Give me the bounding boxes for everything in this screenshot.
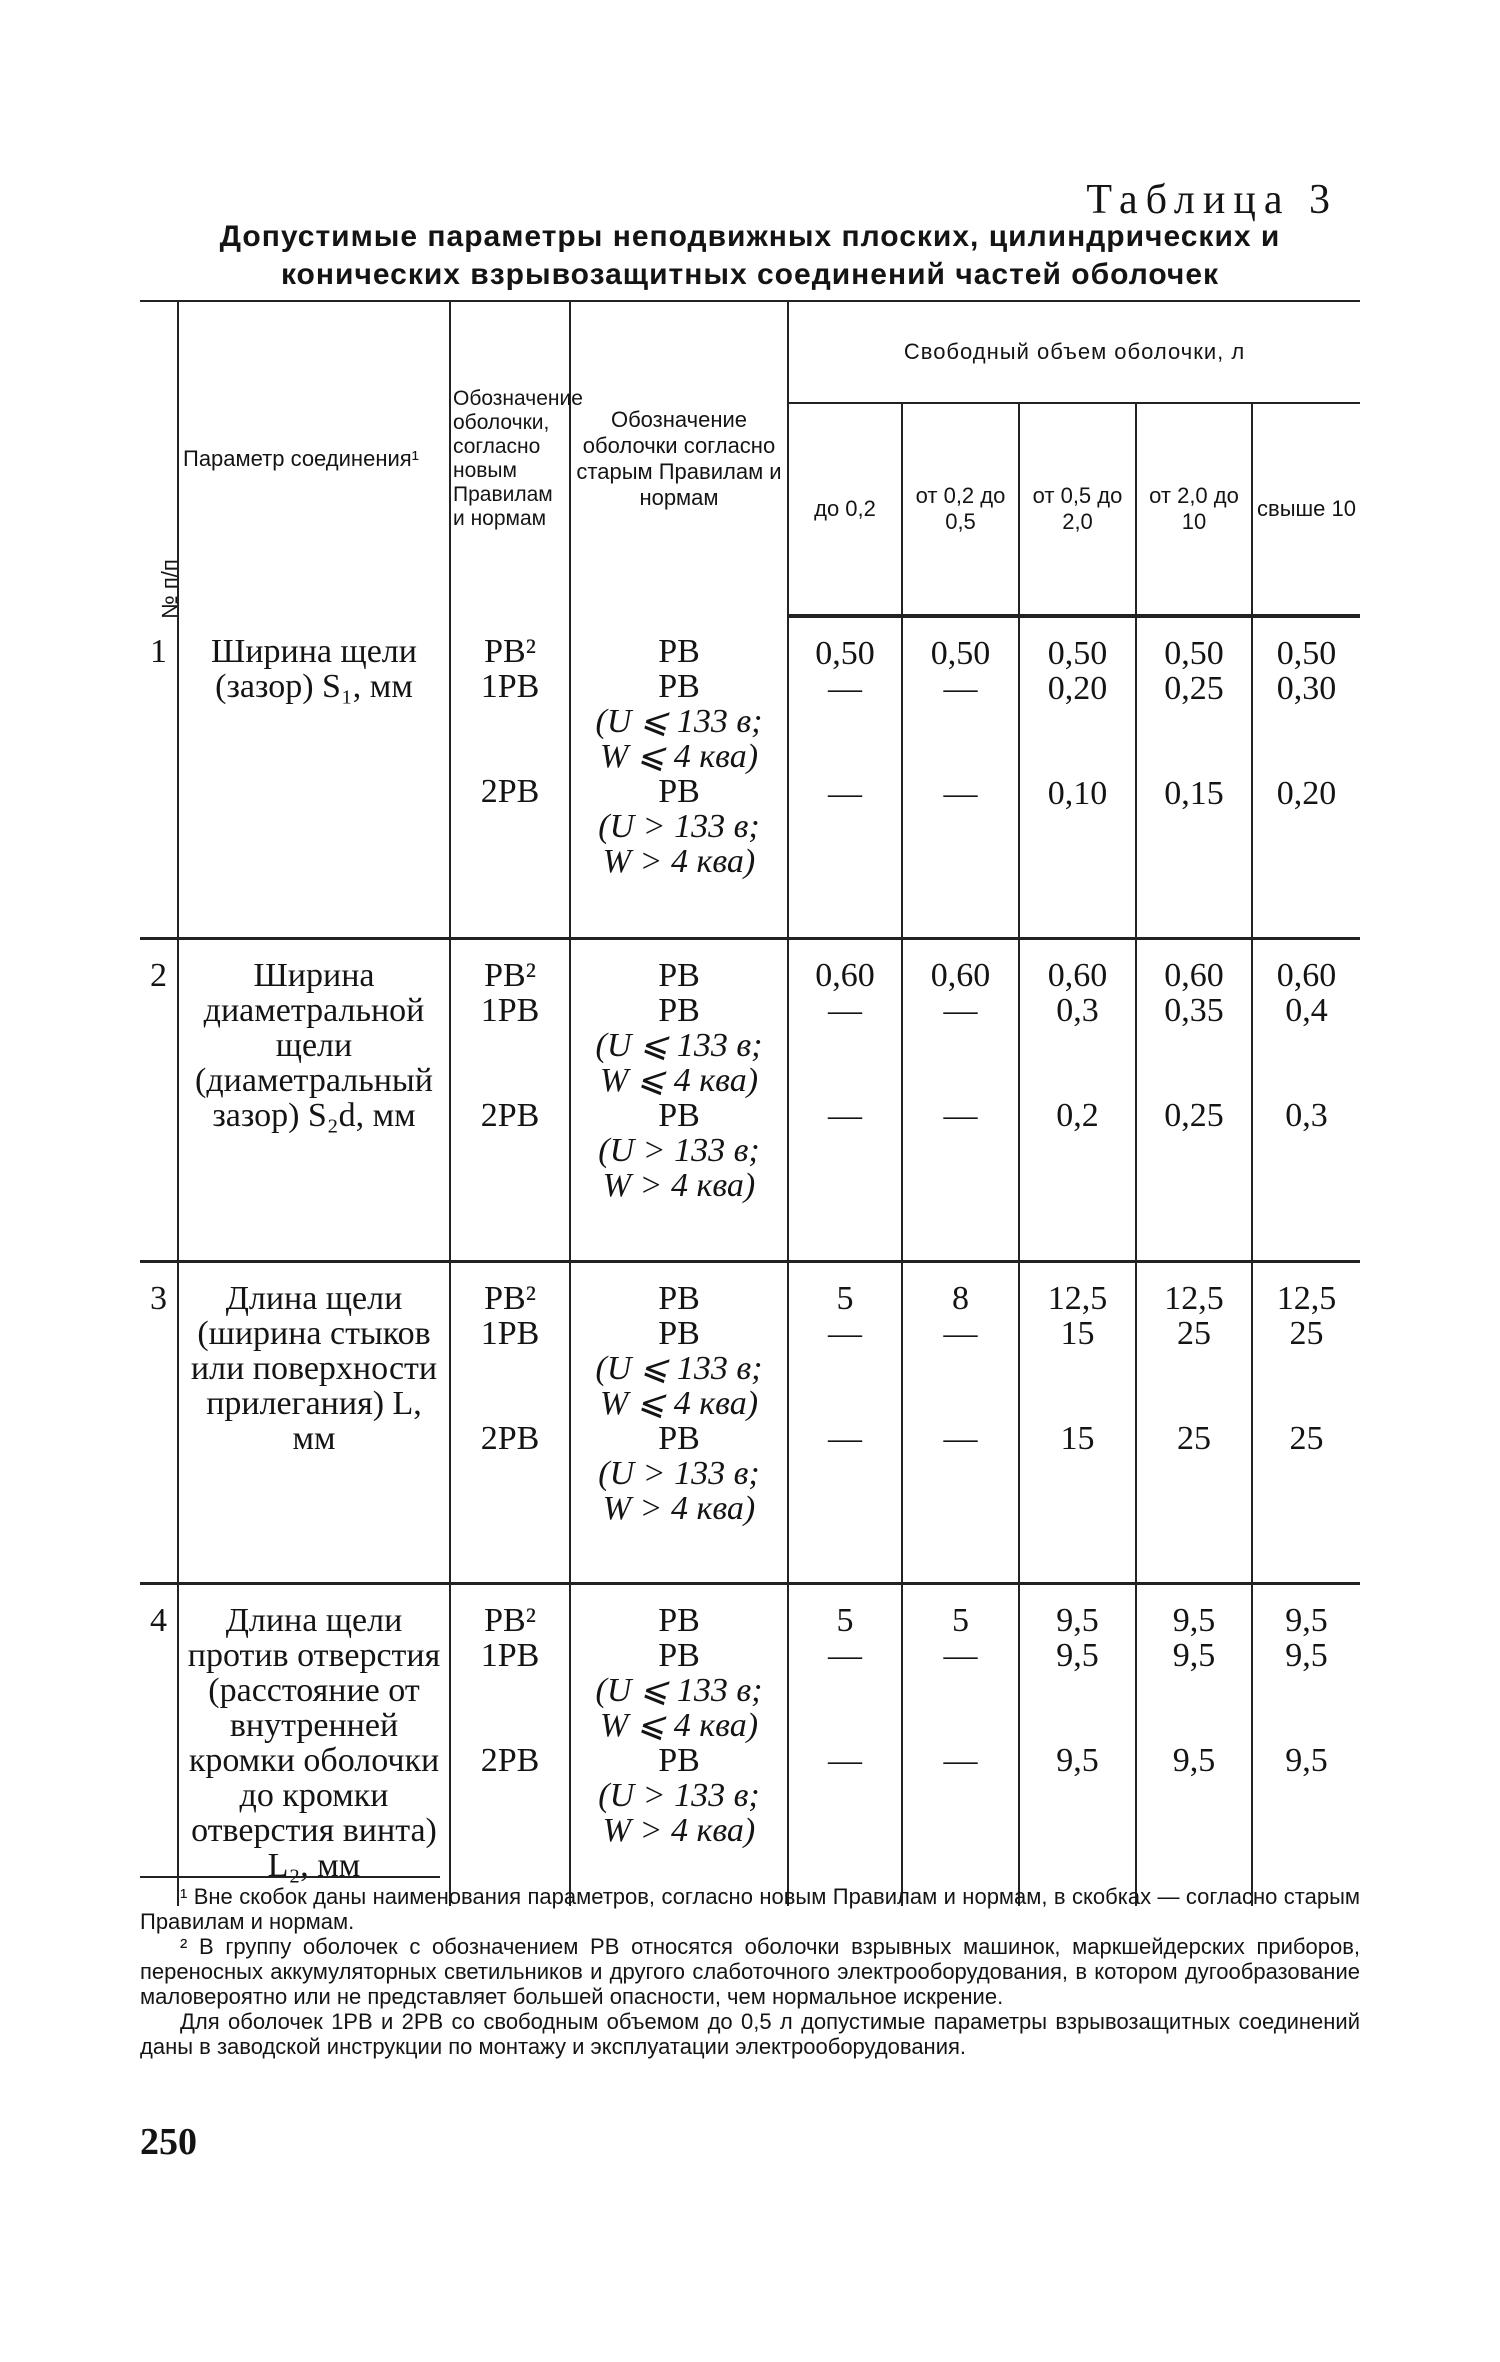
cell-value: 15 bbox=[1060, 1419, 1095, 1457]
footnotes bbox=[140, 1884, 1360, 2059]
cell-value: 0,20 bbox=[1047, 670, 1108, 707]
row-value-col-1 bbox=[788, 939, 902, 1260]
table-title: Допустимые параметры неподвижных плоских, цилиндрических и конических взрывозащитных соединений частей оболочек bbox=[219, 220, 1281, 291]
cell-value: 0,60 bbox=[1047, 957, 1108, 994]
designation-value: РВ bbox=[658, 1419, 700, 1457]
cell-value: — bbox=[943, 775, 978, 812]
cell-value: — bbox=[828, 1419, 862, 1457]
designation-value: РВ bbox=[658, 1314, 700, 1352]
cell-value: — bbox=[943, 1637, 978, 1674]
cell-value: 0,50 bbox=[1047, 635, 1108, 672]
cell-value: 12,5 bbox=[1276, 1279, 1337, 1317]
condition-text: W > 4 ква) bbox=[602, 1812, 756, 1849]
condition-text: W > 4 ква) bbox=[602, 1167, 756, 1204]
designation-value: РВ bbox=[658, 1637, 700, 1674]
condition-text: (U > 133 в; bbox=[598, 1132, 760, 1169]
header-volume-4: от 2,0 до 10 bbox=[1136, 403, 1252, 616]
row-number: 4 bbox=[140, 1584, 178, 1906]
cell-value: — bbox=[943, 1314, 978, 1352]
cell-value: 12,5 bbox=[1047, 1279, 1108, 1317]
cell-value: 0,50 bbox=[815, 635, 875, 672]
table-row bbox=[140, 1261, 1360, 1582]
header-volume-2: от 0,2 до 0,5 bbox=[902, 403, 1019, 616]
condition-text: (U ⩽ 133 в; bbox=[595, 703, 763, 740]
page-number: 250 bbox=[140, 2121, 197, 2163]
row-old-designation bbox=[570, 1261, 788, 1582]
designation-value: 1РВ bbox=[480, 1637, 540, 1674]
designation-value: 1РВ bbox=[480, 1314, 540, 1352]
table-row bbox=[140, 1584, 1360, 1906]
footnote-2: ² В группу оболочек с обозначением РВ относятся оболочки взрывных машинок, маркшейдерских приборов, переносных аккумуляторных светильников и другого слаботочного электрооборудования, в котором дугообразование маловероятно или не представляет большей опасности, чем нормальное искрение. bbox=[140, 1934, 1360, 2009]
cell-value: — bbox=[943, 1742, 978, 1779]
designation-value: 2РВ bbox=[480, 1419, 540, 1457]
designation-value: РВ bbox=[658, 1097, 700, 1134]
designation-value: РВ² bbox=[484, 1602, 536, 1639]
cell-value: 0,2 bbox=[1056, 1097, 1099, 1134]
cell-value: 0,15 bbox=[1164, 775, 1224, 812]
cell-value: — bbox=[828, 775, 862, 812]
designation-value: 1РВ bbox=[480, 668, 540, 705]
header-param: Параметр соединения¹ bbox=[178, 301, 450, 616]
row-new-designation bbox=[450, 616, 570, 937]
row-value-col-3 bbox=[1019, 939, 1136, 1260]
cell-value: 9,5 bbox=[1056, 1637, 1099, 1674]
designation-value: РВ bbox=[658, 1602, 700, 1639]
cell-value: 0,4 bbox=[1285, 992, 1328, 1029]
row-value-col-4 bbox=[1136, 616, 1252, 937]
header-volume-1: до 0,2 bbox=[788, 403, 902, 616]
condition-text: (U ⩽ 133 в; bbox=[595, 1027, 763, 1064]
row-value-col-3 bbox=[1019, 1584, 1136, 1906]
cell-value: — bbox=[828, 1097, 862, 1134]
cell-value: 0,25 bbox=[1164, 1097, 1224, 1134]
parameters-table bbox=[140, 300, 1360, 1906]
row-number: 3 bbox=[140, 1261, 178, 1582]
row-value-col-2 bbox=[902, 616, 1019, 937]
designation-value: 2РВ bbox=[480, 1742, 540, 1779]
condition-text: W ⩽ 4 ква) bbox=[599, 1707, 759, 1744]
cell-value: — bbox=[828, 670, 862, 707]
cell-value: 9,5 bbox=[1172, 1742, 1216, 1779]
cell-value: — bbox=[943, 992, 978, 1029]
cell-value: 12,5 bbox=[1164, 1279, 1224, 1317]
condition-text: (U > 133 в; bbox=[598, 1454, 760, 1492]
row-value-col-3 bbox=[1019, 616, 1136, 937]
cell-value: 0,50 bbox=[930, 635, 991, 672]
condition-text: (U > 133 в; bbox=[598, 1777, 760, 1814]
cell-value: — bbox=[943, 1097, 978, 1134]
row-value-col-2 bbox=[902, 1261, 1019, 1582]
cell-value: 9,5 bbox=[1172, 1602, 1216, 1639]
cell-value: — bbox=[828, 1314, 862, 1352]
cell-value: 9,5 bbox=[1285, 1637, 1328, 1674]
designation-value: РВ² bbox=[484, 957, 536, 994]
cell-value: — bbox=[828, 1637, 862, 1674]
cell-value: — bbox=[828, 992, 862, 1029]
cell-value: 5 bbox=[836, 1279, 854, 1317]
designation-value: 2РВ bbox=[480, 1097, 540, 1134]
cell-value: 5 bbox=[836, 1602, 854, 1639]
row-value-col-5 bbox=[1252, 616, 1360, 937]
row-value-col-1 bbox=[788, 616, 902, 937]
row-value-col-1 bbox=[788, 1584, 902, 1906]
row-value-col-5 bbox=[1252, 939, 1360, 1260]
row-new-designation bbox=[450, 1584, 570, 1906]
cell-value: 25 bbox=[1177, 1314, 1211, 1352]
row-old-designation bbox=[570, 939, 788, 1260]
row-new-designation bbox=[450, 1261, 570, 1582]
cell-value: — bbox=[943, 670, 978, 707]
cell-value: — bbox=[943, 1419, 978, 1457]
row-value-col-4 bbox=[1136, 939, 1252, 1260]
condition-text: W ⩽ 4 ква) bbox=[599, 1384, 759, 1422]
row-number: 2 bbox=[140, 939, 178, 1260]
cell-value: 25 bbox=[1289, 1314, 1324, 1352]
header-new-designation: Обозначение оболочки, согласно новым Правилам и нормам bbox=[450, 301, 570, 616]
cell-value: 0,3 bbox=[1056, 992, 1099, 1029]
cell-value: 0,25 bbox=[1164, 670, 1224, 707]
table-body bbox=[140, 616, 1360, 1906]
footnote-note: Для оболочек 1РВ и 2РВ со свободным объемом до 0,5 л допустимые параметры взрывозащитных соединений даны в заводской инструкции по монтажу и эксплуатации электрооборудования. bbox=[140, 2009, 1360, 2059]
cell-value: 9,5 bbox=[1056, 1602, 1099, 1639]
cell-value: 9,5 bbox=[1172, 1637, 1216, 1674]
cell-value: 15 bbox=[1060, 1314, 1095, 1352]
row-value-col-5 bbox=[1252, 1261, 1360, 1582]
cell-value: 0,60 bbox=[1276, 957, 1337, 994]
row-value-col-2 bbox=[902, 1584, 1019, 1906]
cell-value: 0,60 bbox=[930, 957, 991, 994]
row-parameter: Длина щели (ширина стыков или поверхности прилегания) L, мм bbox=[178, 1261, 450, 1582]
cell-value: 0,50 bbox=[1164, 635, 1224, 672]
condition-text: (U ⩽ 133 в; bbox=[595, 1349, 763, 1387]
designation-value: РВ bbox=[658, 1742, 700, 1779]
designation-value: РВ bbox=[658, 1279, 700, 1317]
condition-text: W > 4 ква) bbox=[602, 1489, 756, 1527]
footnote-rule bbox=[140, 1876, 440, 1878]
condition-text: (U > 133 в; bbox=[598, 808, 760, 845]
cell-value: 0,30 bbox=[1276, 670, 1337, 707]
row-value-col-4 bbox=[1136, 1584, 1252, 1906]
designation-value: РВ² bbox=[484, 1279, 536, 1317]
cell-value: 0,10 bbox=[1047, 775, 1108, 812]
cell-value: 8 bbox=[952, 1279, 969, 1317]
table-row bbox=[140, 616, 1360, 937]
designation-value: 2РВ bbox=[480, 773, 540, 810]
designation-value: РВ bbox=[658, 957, 700, 994]
cell-value: 25 bbox=[1177, 1419, 1211, 1457]
condition-text: W ⩽ 4 ква) bbox=[599, 738, 759, 775]
designation-value: РВ bbox=[658, 773, 700, 810]
cell-value: 0,35 bbox=[1164, 992, 1224, 1029]
row-value-col-5 bbox=[1252, 1584, 1360, 1906]
condition-text: W ⩽ 4 ква) bbox=[599, 1062, 759, 1099]
footnote-1: ¹ Вне скобок даны наименования параметров, согласно новым Правилам и нормам, в скобках — согласно старым Правилам и нормам. bbox=[140, 1884, 1360, 1934]
cell-value: 0,60 bbox=[815, 957, 875, 994]
designation-value: 1РВ bbox=[480, 992, 540, 1029]
row-value-col-4 bbox=[1136, 1261, 1252, 1582]
row-value-col-2 bbox=[902, 939, 1019, 1260]
row-old-designation bbox=[570, 616, 788, 937]
row-parameter: Длина щели против отверстия (расстояние от внутренней кромки оболочки до кромки отверстия винта) L₂, мм bbox=[178, 1584, 450, 1906]
cell-value: 9,5 bbox=[1056, 1742, 1099, 1779]
header-volume-3: от 0,5 до 2,0 bbox=[1019, 403, 1136, 616]
cell-value: 0,50 bbox=[1276, 635, 1337, 672]
header-volume-5: свыше 10 bbox=[1252, 403, 1360, 616]
cell-value: 0,20 bbox=[1276, 775, 1337, 812]
designation-value: РВ bbox=[658, 992, 700, 1029]
designation-value: РВ² bbox=[484, 633, 536, 670]
row-old-designation bbox=[570, 1584, 788, 1906]
condition-text: W > 4 ква) bbox=[602, 843, 756, 880]
cell-value: 9,5 bbox=[1285, 1742, 1328, 1779]
cell-value: 9,5 bbox=[1285, 1602, 1328, 1639]
row-parameter: Ширина щели (зазор) S₁, мм bbox=[178, 616, 450, 937]
designation-value: РВ bbox=[658, 633, 700, 670]
condition-text: (U ⩽ 133 в; bbox=[595, 1672, 763, 1709]
designation-value: РВ bbox=[658, 668, 700, 705]
row-new-designation bbox=[450, 939, 570, 1260]
row-parameter: Ширина диаметральной щели (диаметральный зазор) S₂d, мм bbox=[178, 939, 450, 1260]
header-num: № п/п bbox=[140, 301, 178, 616]
header-old-designation: Обозначение оболочки согласно старым Правилам и нормам bbox=[570, 301, 788, 616]
row-value-col-3 bbox=[1019, 1261, 1136, 1582]
cell-value: 0,3 bbox=[1285, 1097, 1328, 1134]
cell-value: 25 bbox=[1289, 1419, 1324, 1457]
row-number: 1 bbox=[140, 616, 178, 937]
row-value-col-1 bbox=[788, 1261, 902, 1582]
cell-value: 5 bbox=[952, 1602, 969, 1639]
table-label: Таблица 3 bbox=[1086, 177, 1338, 223]
cell-value: 0,60 bbox=[1164, 957, 1224, 994]
cell-value: — bbox=[828, 1742, 862, 1779]
header-volume-group: Свободный объем оболочки, л bbox=[788, 301, 1360, 403]
table-row bbox=[140, 939, 1360, 1260]
